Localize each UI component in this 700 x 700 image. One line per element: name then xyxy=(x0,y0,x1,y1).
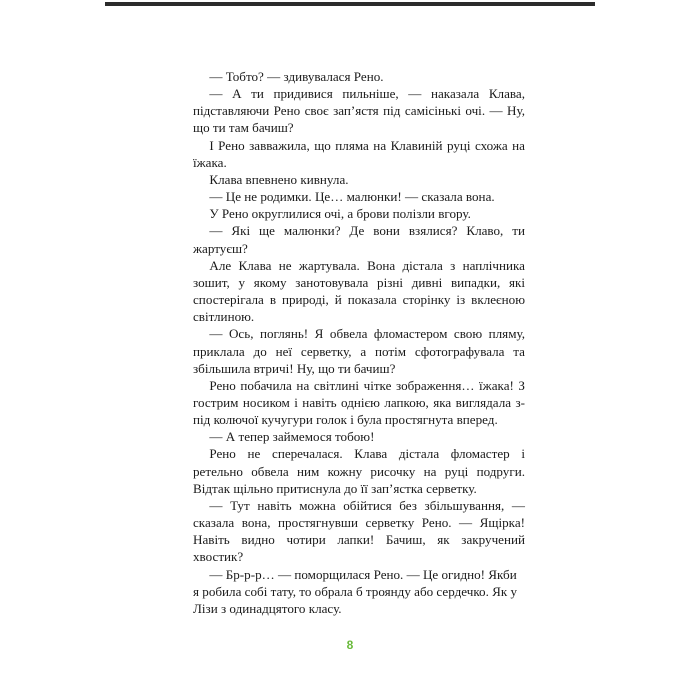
paragraph: Але Клава не жартувала. Вона дістала з наплічника зошит, у якому занотовувала різні дивні випадки, які спостерігала в природі, й показала сторінку із вклеєною світлиною. xyxy=(193,257,525,325)
paragraph: — А тепер займемося тобою! xyxy=(209,429,375,445)
paragraph: — Це не родимки. Це… малюнки! — сказала вона. xyxy=(209,189,495,205)
header-rule xyxy=(105,2,595,6)
paragraph: — Які ще малюнки? Де вони взялися? Клаво, ти жартуєш? xyxy=(193,223,525,256)
paragraph: Рено побачила на світлині чітке зображення… їжака! З гострим носиком і навіть однією лапкою, яка виглядала з-під колючої кучугури голок і була простягнута вперед. xyxy=(193,377,525,428)
paragraph: — А ти придивися пильніше, — наказала Клава, підставляючи Рено своє зап’ястя під самісінькі очі. — Ну, що ти там бачиш? xyxy=(193,86,525,136)
paragraph: — Тобто? — здивувалася Рено. xyxy=(209,69,384,84)
page-number: 8 xyxy=(346,638,354,652)
body-text-column xyxy=(193,68,525,617)
paragraph: — Бр-р-р… — поморщилася Рено. — Це огидно! Якби я робила собі тату, то обрала б троянду або сердечко. Як у Лізи з одинадцятого класу. xyxy=(193,566,518,616)
paragraph: — Тут навіть можна обійтися без збільшування, — сказала вона, простягнувши серветку Рено. — Ящірка! Навіть видно чотири лапки! Бачиш, як закручений хвостик? xyxy=(193,497,525,565)
paragraph: Клава впевнено кивнула. xyxy=(209,171,349,187)
paragraph: — Ось, поглянь! Я обвела фломастером свою пляму, приклала до неї серветку, а потім сфотографувала та збільшила втричі! Ну, що ти бачиш? xyxy=(193,326,525,376)
paragraph: У Рено округлилися очі, а брови полізли вгору. xyxy=(209,206,471,222)
paragraph: І Рено завважила, що пляма на Клавиній руці схожа на їжака. xyxy=(193,137,525,170)
paragraph: Рено не сперечалася. Клава дістала фломастер і ретельно обвела ним кожну рисочку на руці подруги. Відтак щільно притиснула до її зап’ястка серветку. xyxy=(193,446,525,496)
